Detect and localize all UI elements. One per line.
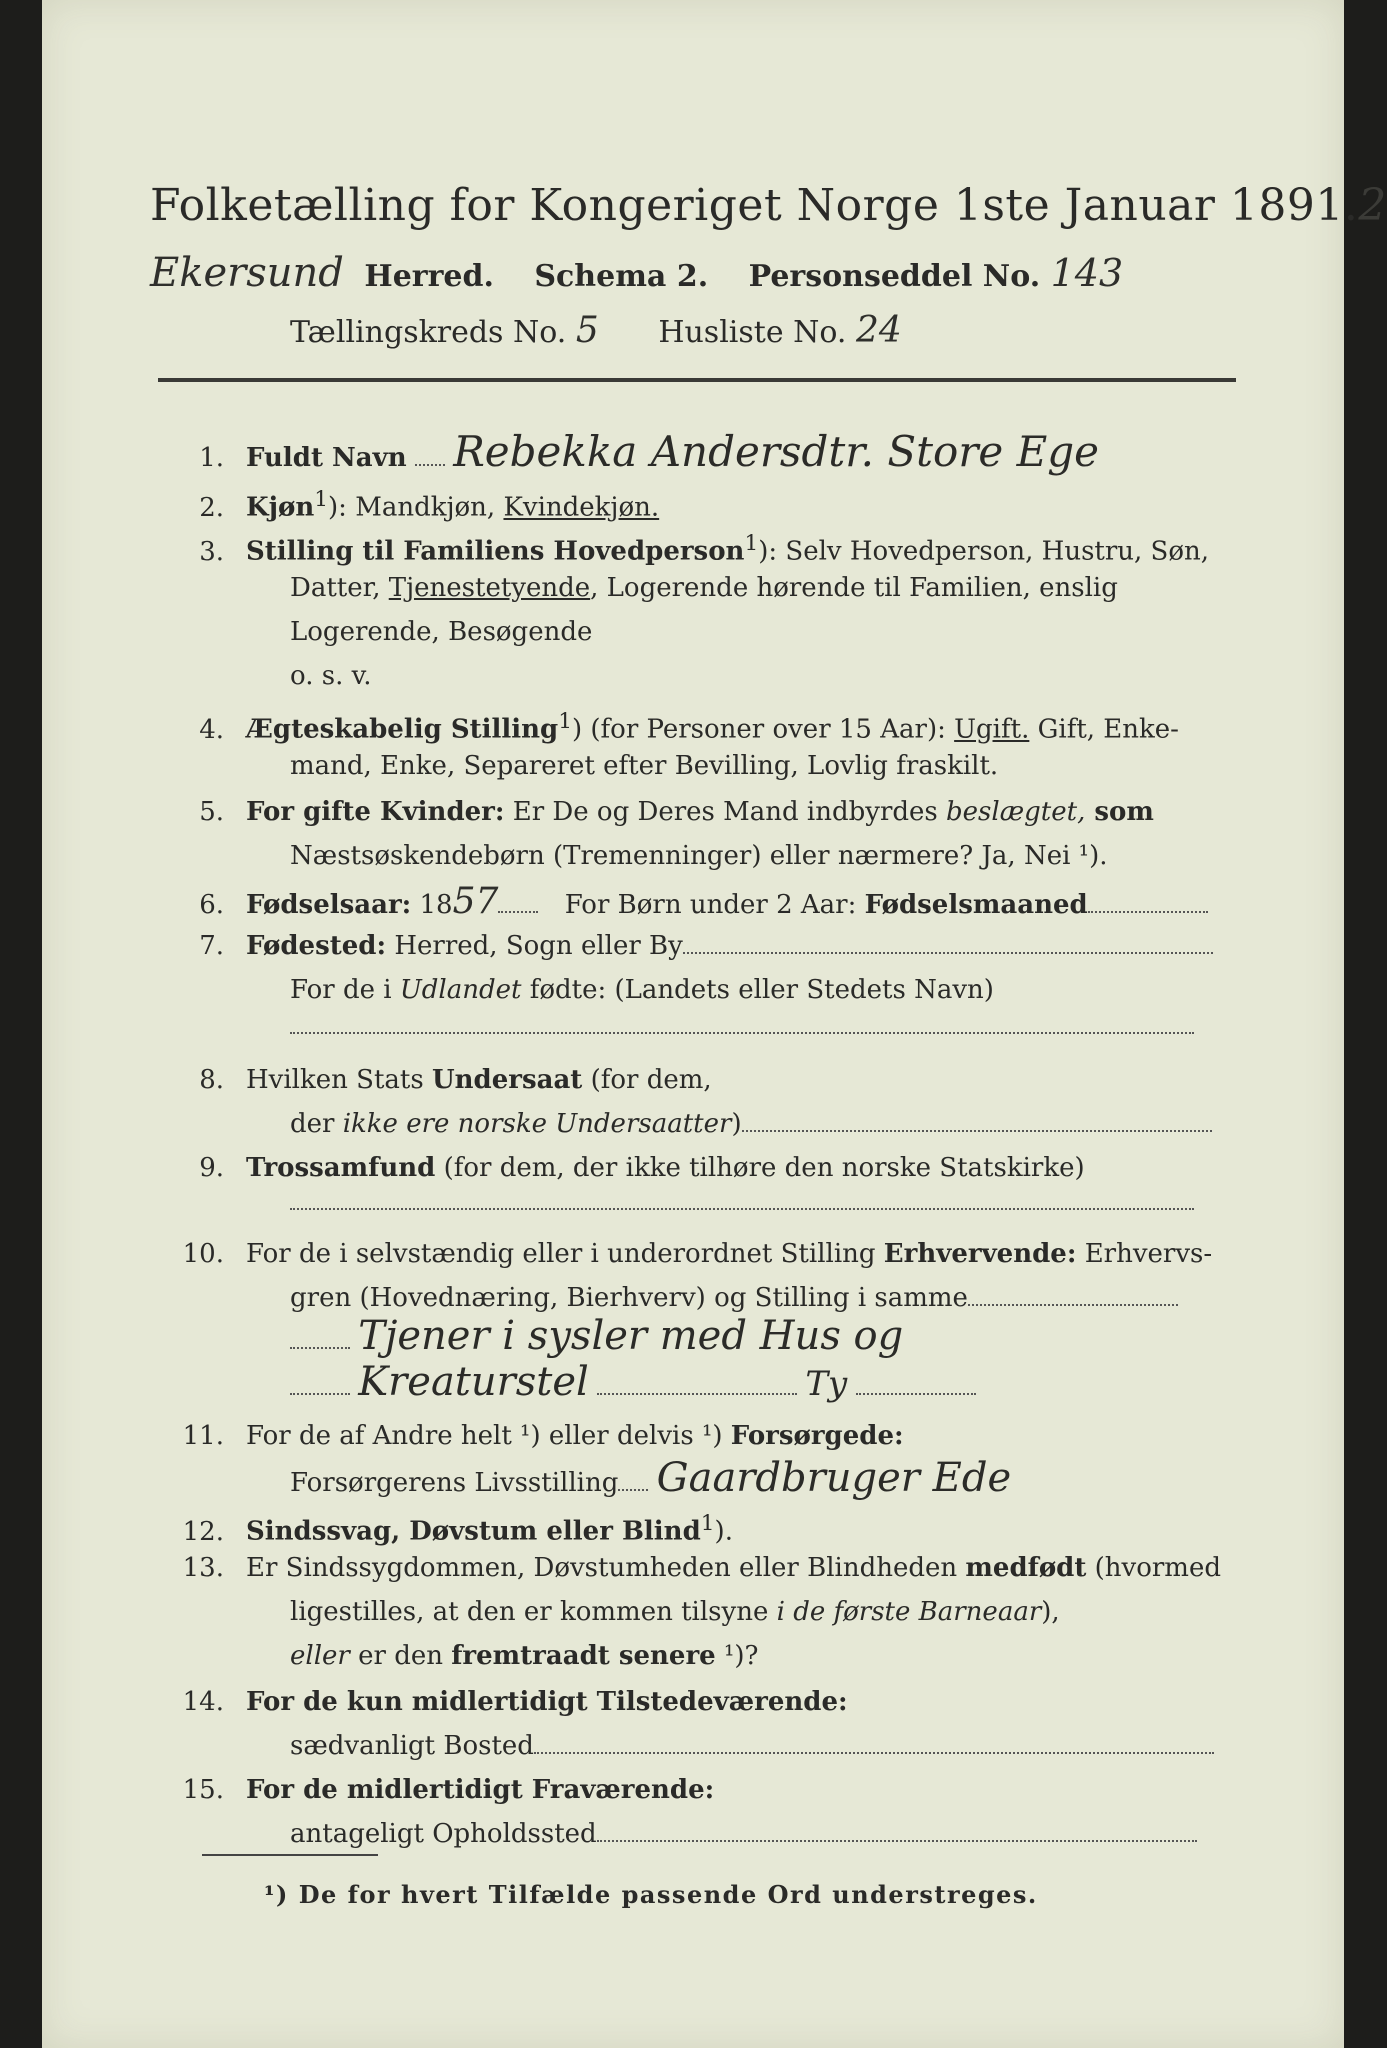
handwritten-mark: 2 [1358,180,1387,231]
occupation-line-2: Kreaturstel [358,1359,589,1405]
item-5-married-women: 5. For gifte Kvinder: Er De og Deres Mand indbyrdes beslægtet, som [199,797,1154,827]
personseddel-number: 143 [1050,251,1124,295]
form-title: Folketælling for Kongeriget Norge 1ste Januar 1891.2 [150,180,1387,231]
taellingskreds-number: 5 [575,310,599,351]
header-row-herred [150,250,1290,296]
taellingskreds-label: Tællingskreds No. [290,315,567,350]
header-row-kreds [290,310,1190,351]
item-2-gender: 2. Kjøn$^1$): Mandkjøn, Kvindekjøn. [199,487,660,523]
herred-handwritten: Ekersund [150,250,344,296]
personseddel-label: Personseddel No. [748,259,1041,294]
herred-label: Herred. [364,259,494,294]
schema-label: Schema 2. [534,259,709,294]
item-11-supported: 11. For de af Andre helt ¹) eller delvis ¹) Forsørgede: [182,1421,904,1451]
marital-status-selected: Ugift. [954,714,1030,745]
item-8-citizenship: 8. Hvilken Stats Undersaat (for dem, [199,1065,712,1095]
header-divider [158,378,1236,382]
husliste-number: 24 [856,310,902,351]
item-4-marital-status: 4. Ægteskabelig Stilling$^1$) (for Personer over 15 Aar): Ugift. Gift, Enke- [199,709,1179,745]
item-1-full-name: 1. Fuldt Navn Rebekka Andersdtr. Store Ege [199,427,1099,476]
family-position-selected: Tjenestetyende [388,573,591,603]
husliste-label: Husliste No. [658,315,847,350]
supporter-occupation-value: Gaardbruger Ede [656,1455,1012,1501]
item-15-temporarily-absent: 15. For de midlertidigt Fraværende: [182,1775,715,1805]
item-14-temporarily-present: 14. For de kun midlertidigt Tilstedeværende: [182,1687,848,1717]
full-name-label: Fuldt Navn [246,443,407,473]
occupation-mark: Ty [805,1364,848,1404]
item-9-religion: 9. Trossamfund (for dem, der ikke tilhøre den norske Statskirke) [199,1153,1085,1183]
footnote: ¹) De for hvert Tilfælde passende Ord understreges. [264,1880,1038,1909]
item-12-disability: 12. Sindssvag, Døvstum eller Blind$^1$). [182,1511,733,1547]
census-form-sheet: Folketælling for Kongeriget Norge 1ste Januar 1891.2 Ekersund Herred. Schema 2. Personseddel No. 143 Tællingskreds No. 5 Husliste No. 24 1. Fuldt Navn Rebekka Andersdtr. Store Ege 2. Kjøn$^1$): Mandkjøn, Kvindekjøn. 3. Stilling til Familiens Hovedperson$^1$): Selv Hovedperson, Hustru, Søn, Datter, Tjenestetyende, Logerende hørende til Familien, enslig Logerende, Besøgende o. s. v. 4. Ægteskabelig Stilling$^1$) (for Personer over 15 Aar): Ugift. Gift, Enke- mand, Enke, Separeret efter Bevilling, Lovlig fraskilt. 5. For gifte Kvinder: Er De og Deres Mand indbyrdes beslægtet, som Næstsøskendebørn (Tremenninger) eller nærmere? Ja, Nei ¹). 6. Fødselsaar: 1857 For Børn under 2 Aar: Fødselsmaaned 7. Fødested: Herred, Sogn eller By For de i Udlandet fødte: (Landets eller Stedets Navn) 8. Hvilken Stats Undersaat (for dem, der ikke ere norske Undersaatter) 9. Trossamfund (for dem, der ikke tilhøre den norske Statskirke) 10. For de i selvstændig eller i underordnet Stilling Erhvervende: Erhvervs- gren (Hovednæring, Bierhverv) og Stilling i samme Tjener i sysler med Hus og Kreaturstel Ty 11. For de af Andre helt ¹) eller delvis ¹) Forsørgede: Forsørgerens Livsstilling Gaardbruger Ede 12. Sindssvag, Døvstum eller Blind$^1$). 13. Er Sindssygdommen, Døvstumheden eller Blindheden medfødt (hvormed ligestilles, at den er kommen tilsyne i de første Barneaar), eller er den fremtraadt senere ¹)? 14. For de kun midlertidigt Tilstedeværende: sædvanligt Bosted 15. For de midlertidigt Fraværende: antageligt Opholdssted ¹) De for hvert Tilfælde passende Ord understreges. [42,0,1344,2048]
footnote-divider [202,1854,378,1856]
item-6-birth-year: 6. Fødselsaar: 1857 For Børn under 2 Aar: Fødselsmaaned [162,880,1272,927]
birth-year-value: 57 [452,881,499,922]
full-name-value: Rebekka Andersdtr. Store Ege [453,427,1099,476]
item-13-congenital: 13. Er Sindssygdommen, Døvstumheden eller Blindheden medfødt (hvormed [182,1553,1221,1583]
gender-selected: Kvindekjøn. [503,492,660,523]
item-7-birthplace: 7. Fødested: Herred, Sogn eller By [162,924,1272,968]
item-10-occupation: 10. For de i selvstændig eller i underordnet Stilling Erhvervende: Erhvervs- [182,1239,1213,1269]
occupation-line-1: Tjener i sysler med Hus og [358,1313,904,1359]
item-3-family-position: 3. Stilling til Familiens Hovedperson$^1$): Selv Hovedperson, Hustru, Søn, [199,531,1210,567]
